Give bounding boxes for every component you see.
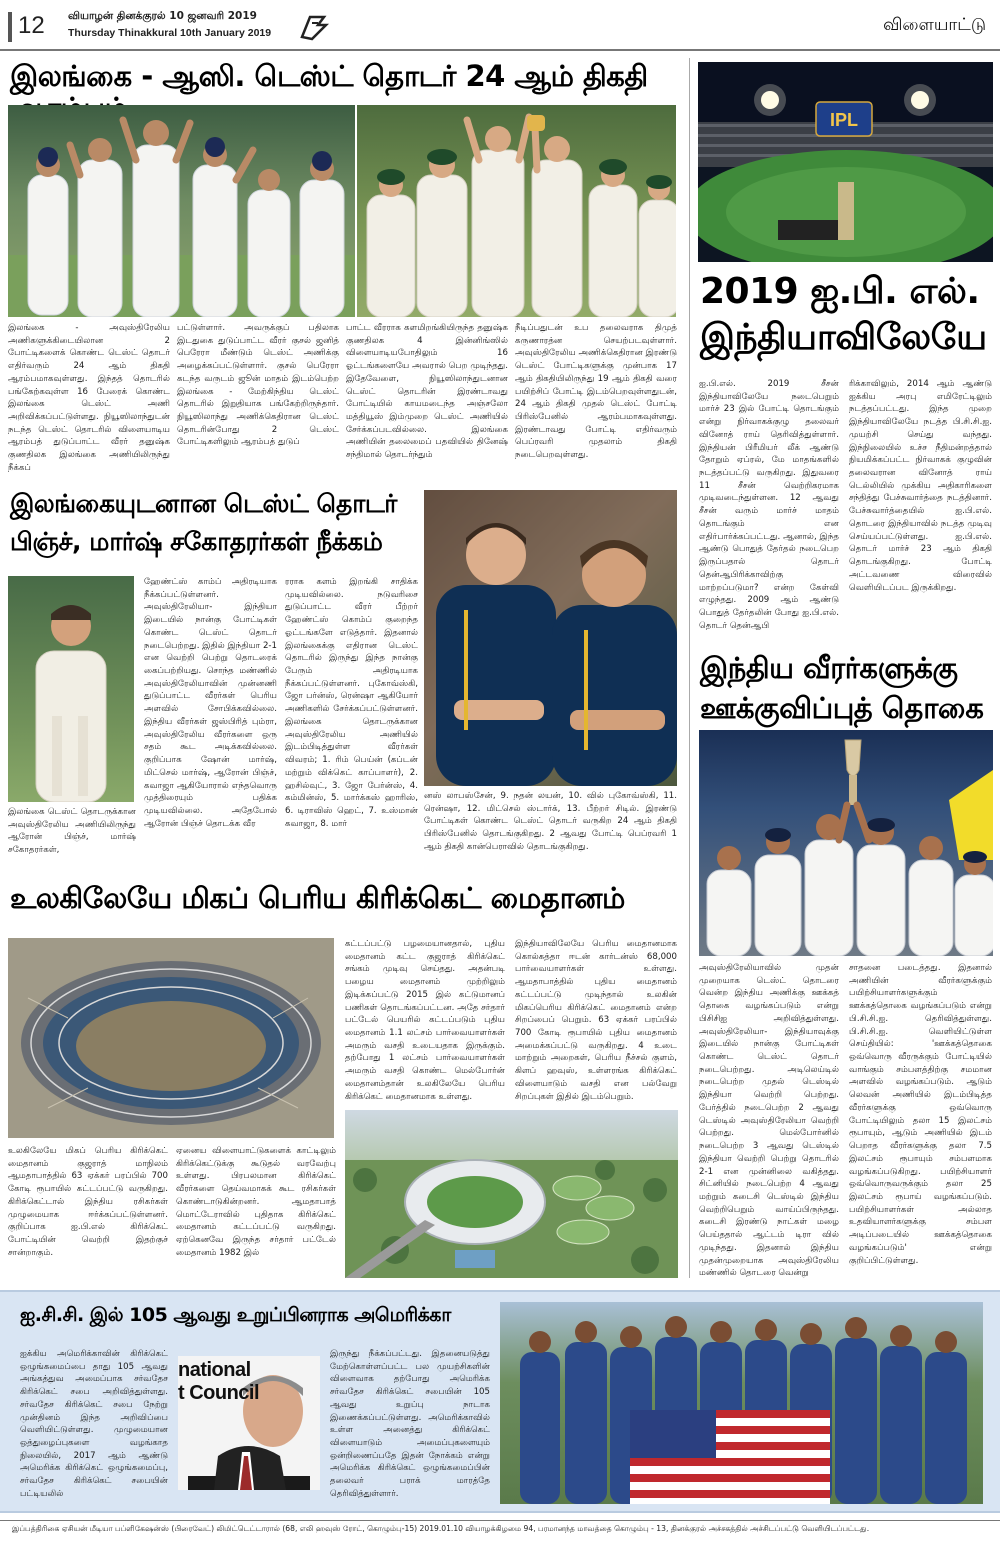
thinakkural-logo-icon	[298, 13, 330, 41]
article3-col1: உலகிலேயே மிகப் பெரிய கிரிக்கெட் மைதானம் குஜராத் மாநிலம் ஆமதாபாத்தில் 63 ஏக்கர் பரப்பில் 700 கோடி ரூபாயில் கட்டப்பட்டு வருகிறது. கிரிக்கெட்டால் இந்திய ரசிகர்கள் முழுமையாக ஈர்க்கப்பட்டுள்ளனர். குறிப்பாக ஐ.பி.எல் கிரிக்கெட் போட்டியின் வெற்றி இதற்குச் சான்றாகும்.	[8, 1146, 168, 1258]
article3-photo-construction	[8, 938, 334, 1138]
section-name: விளையாட்டு	[883, 15, 986, 35]
article5-col2: சாதனை படைத்தது. இதனால் அணியின் வீரர்களுக்கும் பயிற்சியாளர்களுக்கும் ஊக்கத்தொகை வழங்கப்படும் என்று பி.சி.சி.ஐ. தெரிவித்துள்ளது. பி.சி.சி.ஐ. வெளியிட்டுள்ள செய்தியில்: 'ஊக்கத்தொகை ஒவ்வொரு வீரருக்கும் போட்டியில் வாங்கும் சம்பளத்திற்கு சமமான அளவில் வழங்கப்படும். ஆடும் லெவன் அணியில் இடம்பிடித்த வீரர்களுக்கு ஒவ்வொரு போட்டியிலும் தலா 15 இலட்சம் ரூபாயும், ஆடும் அணியில் இடம் பெறாத வீரர்களுக்கு தலா 7.5 இலட்சம் ரூபாயும் சம்பளமாக வழங்கப்படுகிறது. பயிற்சியாளர் ஒவ்வொருவருக்கும் தலா 25 இலட்சம் ரூபாய் வழங்கப்படும். பயிற்சியாளர்கள் அல்லாத உதவியாளர்களுக்கு சம்பள அடிப்படையில் ஊக்கத்தொகை வழங்கப்படும்' என்று குறிப்பிட்டுள்ளது.	[849, 963, 992, 1266]
article1-col3: பாட்ட வீரராக களமிறங்கியிருந்த தனுஷ்க குணதிலக 4 இன்னிங்ஸில் விளையாடியபோதிலும் 16 ஓட்டங்களையே அவரால் பெற முடிந்தது. இதேவேளை, நியூஸிலாந்துடனான டெஸ்ட் தொடரின் இரண்டாவது போட்டியில் காயமடைந்த அஞ்சலோ மத்தியூஸ் இம்முறை டெஸ்ட் அணியில் சேர்க்கப்படவில்லை. இலங்கை அணியின் தலைமைப் பதவியில் தினேஷ் சந்திமால் தொடர்ந்தும்	[346, 323, 508, 461]
article6-photo-official	[178, 1356, 320, 1490]
article3-photo-stadium-render	[345, 1110, 678, 1278]
article2-col1: ஹேண்ட்ஸ் காம்ப் அதிரடியாக நீக்கப்பட்டுள்ளனர். அவுஸ்திரேலியா- இந்தியா இடையில் நான்கு போட்டிகள் கொண்ட டெஸ்ட் தொடர் நடைபெற்றது. இதில் இந்தியா 2-1 என வெற்றி பெற்று தொடரைக் கைப்பற்றியது. சொந்த மண்ணில் அவுஸ்திரேலியாவின் முன்னணி துடுப்பாட்ட வீரர்கள் பெரிய அளவில் சோபிக்கவில்லை. இந்திய வீரர்கள் ஜஸ்பிரித் பும்ரா, அவுஸ்திரேலிய வீரர்களை ஒரு சதம் கூட அடிக்கவில்லை. குறிப்பாக ஷோன் மார்ஷ், மிட்செல் மார்ஷ், ஆரோன் பிஞ்ச், கவாஜா ஆகியோரால் எந்தவொரு முத்திரையும் பதிக்க முடியவில்லை. அதேபோல் ஆரோன் பிஞ்ச் தொடக்க வீர	[144, 577, 277, 829]
article2-headline-line2: பிஞ்ச், மார்ஷ் சகோதரர்கள் நீக்கம்	[10, 527, 383, 556]
article2-photo-marsh-brothers	[424, 490, 677, 786]
header-rule	[0, 49, 1000, 51]
article2-headline-line1: இலங்கையுடனான டெஸ்ட் தொடர்	[10, 489, 397, 518]
article5-headline-line1: இந்திய வீரர்களுக்கு	[700, 651, 958, 685]
article4-headline-line2: இந்தியாவிலேயே	[700, 317, 987, 358]
article6-col2: இருந்து நீக்கப்பட்டது. இதனையடுத்து மேற்கொள்ளப்பட்ட பல முயற்சிகளின் விளைவாக தற்போது அமெரிக்க சர்வதேச கிரிக்கெட் சபையின் 105 ஆவது உறுப்பு நாடாக இணைக்கப்பட்டுள்ளது. அமெரிக்காவில் உள்ள அனைத்து கிரிக்கெட் விளையாடும் அமைப்புகளையும் ஒன்றிணைப்பதே இதன் நோக்கம் என்று அமெரிக்க கிரிக்கெட் ஒழுங்கமைப்பின் தலைவர் பராக் மாரத்தே தெரிவித்துள்ளார்.	[330, 1349, 490, 1498]
article2-caption: இலங்கை டெஸ்ட் தொடருக்கான அவுஸ்திரேலிய அணியிலிருந்து ஆரோன் பிஞ்ச், மார்ஷ் சகோதரர்கள்,	[8, 807, 136, 856]
article2-col2: ரராக களம் இறங்கி சாதிக்க முடியவில்லை. நடுவரிசை துடுப்பாட்ட வீரர் பீற்றர் ஹேண்ட்ஸ் கொம்ப் குறைந்த ஓட்டங்களே எடுத்தார். இதனால் இலங்கைக்கு எதிரான டெஸ்ட் தொடரில் இருந்து இந்த நான்கு பேரும் அதிரடியாக நீக்கப்பட்டுள்ளனர். புகோவ்ஸ்கி, ஜோ பர்ன்ஸ், ரென்ஷா ஆகியோர் அணிகளில் சேர்க்கப்பட்டுள்ளனர். இலங்கை தொடருக்கான அவுஸ்திரேலிய அணியில் இடம்பிடித்துள்ள வீரர்கள் விவரம்; 1. ரிம் பெய்ன் (கப்டன் மற்றும் விக்கெட் காப்பாளர்), 2. ஹசில்வுட், 3. ஜோ பேர்ன்ஸ், 4. கம்மின்ஸ், 5. மார்க்கஸ் ஹாரிஸ், 6. டிராவிஸ் ஹெட், 7. உஸ்மான் கவாஜா, 8. மார்	[285, 577, 418, 829]
ipl-stadium-photo	[698, 62, 993, 262]
article1-col2: பட்டுள்ளார். அவருக்குப் பதிலாக இடதுகை துடுப்பாட்ட வீரர் குசல் ஜனித் பெரேரா மீண்டும் டெஸ்ட் அணிக்கு அழைக்கப்பட்டுள்ளார். குசல் பெரேரா கடந்த வருடம் ஜூன் மாதம் இடம்பெற்ற இலங்கை - மேற்கிந்திய டெஸ்ட் தொடரில் இறுதியாக பங்கேற்றிருந்தார். நியூஸிலாந்து அணிக்கெதிரான டெஸ்ட் தொடரின்போது 2 டெஸ்ட் போட்டிகளிலும் ஆரம்பத் துடுப்	[177, 323, 339, 448]
article1-col1: இலங்கை - அவுஸ்திரேலிய அணிகளுக்கிடையிலான 2 போட்டிகளைக் கொண்ட டெஸ்ட் தொடர் எதிர்வரும் 24 ஆம் திகதி ஆரம்பமாகவுள்ளது. இந்தத் தொடரில் பங்கேற்கவுள்ள 16 பேரைக் கொண்ட இலங்கை டெஸ்ட் அணி அறிவிக்கப்பட்டுள்ளது. நியூஸிலாந்துடன் நடந்த டெஸ்ட் தொடரில் விளையாடிய ஆரம்பத் துடுப்பாட்ட வீரர் தனுஷ்க குணதிலக இலங்கை அணியிலிருந்து நீக்கப்	[8, 323, 170, 472]
page-header	[0, 0, 1000, 52]
article3-col3: கட்டப்பட்டு பழமையானதால், புதிய மைதானம் கட்ட குஜராத் கிரிக்கெட் சங்கம் முடிவு செய்தது. அதன்படி பழைய மைதானம் முற்றிலும் இடிக்கப்பட்டு 2015 இல் கட்டுமானப் பணிகள் தொடங்கப்பட்டன. அதே சர்தார் பட்டேல் பெயரில் கட்டப்படும் புதிய மைதானம் 1.1 லட்சம் பார்வையாளர்கள் அமரும் வசதி உடையதாக இருக்கும். தற்போது 1 லட்சம் பார்வையாளர்கள் அமரும் வசதி கொண்ட மெல்போர்ன் மைதானம்தான் உலகிலேயே பெரிய கிரிக்கெட் மைதானமாக உள்ளது.	[345, 939, 505, 1102]
article6-col1: ஐக்கிய அமெரிக்காவின் கிரிக்கெட் ஒழுங்கமைப்பை தாது 105 ஆவது அங்கத்துவ அமைப்பாக சர்வதேச கிரிக்கெட் சபை அறிவித்துள்ளது. சர்வதேச கிரிக்கெட் சபை நேற்று முன்தினம் இந்த அறிவிப்பை வெளியிட்டுள்ளது. முழுமையான ஒத்துழைப்புகளை வழங்காத நிலையில், 2017 ஆம் ஆண்டு அமெரிக்க கிரிக்கெட் ஒழுங்கமைப்பு, சர்வதேச கிரிக்கெட் சபையின் பட்டியலில்	[20, 1349, 168, 1498]
footer-rule	[0, 1520, 1000, 1521]
article4-col2: ரிக்காவிலும், 2014 ஆம் ஆண்டு ஐக்கிய அரபு எமிரேட்டிலும் நடத்தப்பட்டது. இந்த முறை இந்தியாவிலேயே நடத்த பி.சி.சி.ஐ. முயற்சி செய்து வந்தது. இந்நிலையில் உச்ச நீதிமன்றத்தால் நியமிக்கப்பட்ட நிர்வாகக் குழுவின் தலைவரான வினோத் ராய் டெல்லியில் முக்கிய அதிகாரிகளை சந்தித்து பேச்சுவார்த்தை நடத்தினார். பேச்சுவார்த்தையில் ஐ.பி.எல். தொடரை இந்தியாவில் நடத்த முடிவு செய்யப்பட்டுள்ளது. ஐ.பி.எல். தொடர் மார்ச் 23 ஆம் திகதி தொடங்குகிறது. போட்டி அட்டவணை விரைவில் வெளியிடப்பட இருக்கிறது.	[849, 379, 992, 593]
article1-photo-australia	[357, 105, 676, 317]
article6-photo-usa-team	[500, 1302, 983, 1504]
article1-col4: நீடிப்பதுடன் உப தலைவராக திமுத் கருணாரத்ன செயற்படவுள்ளார். அவுஸ்திரேலிய அணிக்கெதிரான இரண்டு டெஸ்ட் போட்டிகளுக்கு முன்பாக 17 ஆம் திகதியிலிருந்து 19 ஆம் திகதி வரை பயிற்சிப் போட்டி இடம்பெறவுள்ளதுடன், 24 ஆம் திகதி முதல் டெஸ்ட் போட்டி பிரிஸ்பேனில் ஆரம்பமாகவுள்ளது. இரண்டாவது போட்டி எதிர்வரும் பெப்ரவரி முதலாம் திகதி நடைபெறவுள்ளது.	[515, 323, 677, 461]
article2-photo-finch	[8, 576, 134, 802]
column-divider	[689, 58, 690, 1278]
article3-headline: உலகிலேயே மிகப் பெரிய கிரிக்கெட் மைதானம்	[10, 881, 625, 915]
article1-headline: இலங்கை - ஆஸி. டெஸ்ட் தொடர் 24 ஆம் திகதி	[10, 59, 648, 93]
article5-photo-team-trophy	[699, 730, 993, 956]
header-date-tamil: வியாழன் தினக்குரல் 10 ஜனவரி 2019	[68, 10, 257, 22]
photo-sign-text-1: national	[178, 1359, 251, 1381]
article3-col4: இந்தியாவிலேயே பெரிய மைதானமாக கொல்கத்தா ஈடன் கார்டன்ஸ் 68,000 பார்வையாளர்கள் உள்ளது. ஆமதாபாத்தில் புதிய மைதானம் கட்டப்பட்டு முடிந்தால் உலகின் மிகப்பெரிய கிரிக்கெட் மைதானம் என்ற சிறப்பைப் பெறும். 63 ஏக்கர் பரப்பில் 700 கோடி ரூபாயில் புதிய மைதானம் அமைக்கப்பட்டு வருகிறது. 4 உடை மாற்றும் அறைகள், பெரிய நீச்சல் குளம், கிளப் ஹவுஸ், உள்ளரங்க கிரிக்கெட் விளையாடும் வசதி என பல்வேறு சிறப்புகள் இதில் இடம்பெறும்.	[515, 939, 677, 1102]
article2-col3: னஸ் லாபஸ்சேன், 9. நதன் லயன், 10. வில் புகோவ்ஸ்கி, 11. ரென்ஷா, 12. மிட்செல் ஸ்டார்க், 13. பீற்றர் சிடில். இரண்டு போட்டிகள் கொண்ட டெஸ்ட் தொடர் வருகிற 24 ஆம் திகதி பிரிஸ்பேனில் தொடங்குகிறது. 2 ஆவது போட்டி பெப்ரவரி 1 ஆம் திகதி கான்பெராவில் தொடங்குகிறது.	[424, 791, 677, 852]
page-number-bar	[8, 12, 12, 42]
header-date-english: Thursday Thinakkural 10th January 2019	[68, 27, 272, 39]
article1-photo-srilanka	[8, 105, 355, 317]
article5-col1: அவுஸ்திரேலியாவில் முதன் முறையாக டெஸ்ட் தொடரை வென்ற இந்திய அணிக்கு ஊக்கத் தொகை வழங்கப்படும் என்று பிசிசிஐ அறிவித்துள்ளது. அவுஸ்திரேலியா- இந்தியாவுக்கு இடையில் நான்கு போட்டிகள் கொண்ட டெஸ்ட் தொடர் நடைபெற்றது. அடிலெய்டில் நடைபெற்ற முதல் டெஸ்டில் இந்தியா வெற்றி பெற்றது. பேர்த்தில் நடைபெற்ற 2 ஆவது டெஸ்டில் அவுஸ்திரேலியா வெற்றி பெற்றது. மெல்போர்னில் நடைபெற்ற 3 ஆவது டெஸ்டில் இந்தியா வெற்றி பெற்று தொடரில் 2-1 என முன்னிலை வகித்தது. சிட்னியில் நடைபெற்ற 4 ஆவது மற்றும் கடைசி டெஸ்டில் இந்திய வெற்றிபெறும் வாய்ப்பிருந்தது. கடைசி இரண்டு நாட்கள் மழை பெய்ததால் ஆட்டம் டிரா வில் முடிந்தது. இதனால் இந்திய முதன்முறையாக அவுஸ்திரேலிய மண்ணில் தொடரை வென்று	[699, 963, 839, 1279]
article6-headline: ஐ.சி.சி. இல் 105 ஆவது உறுப்பினராக அமெரிக்கா	[20, 1304, 451, 1326]
article3-col2: ஏனைய விளையாட்டுகளைக் காட்டிலும் கிரிக்கெட்டுக்கு கூடுதல் வரவேற்பு உள்ளது. பிரபலமான கிரிக்கெட் வீரர்களை தெய்வமாகக் கூட ரசிகர்கள் கொண்டாடுகின்றனர். ஆமதாபாத் மொட்டேராவில் புதிதாக கிரிக்கெட் மைதானம் கட்டப்பட்டு வருகிறது. ஏற்கெனவே இருந்த சர்தார் பட்டேல் மைதானம் 1982 இல்	[176, 1146, 336, 1258]
article4-headline-line1: 2019 ஐ.பி. எல்.	[700, 271, 980, 312]
photo-sign-text-2: t Council	[178, 1382, 260, 1404]
footer-imprint: இப்பத்திரிகை ஏசியன் மீடியா பப்ளிகேஷன்ஸ் (பிரைவேட்) லிமிட்டெட்டாரால் (68, எலி ஹவுஸ் ரோட், கொழும்பு-15) 2019.01.10 வியாழக்கிழமை 94, பரமானந்த மாவத்தை கொழும்பு - 13, தினக்குரல் அச்சகத்தில் அச்சிடப்பட்டு வெளியிடப்பட்டது.	[12, 1524, 870, 1533]
page-number: 12	[18, 12, 45, 39]
article5-headline-line2: ஊக்குவிப்புத் தொகை	[700, 691, 984, 725]
ipl-logo-text: IPL	[829, 110, 859, 130]
article4-col1: ஐ.பி.எல். 2019 சீசன் இந்தியாவிலேயே நடைபெறும் மார்ச் 23 இல் போட்டி தொடங்கும் என்று நிர்வாகக்குழு தலைவர் வினோத் ராய் தெரிவித்துள்ளார். இந்தியன் பிரீமியர் லீக் ஆண்டு தோறும் ஏப்ரல், மே மாதங்களில் நடத்தப்பட்டு வருகிறது. இதுவரை 11 சீசன் வெற்றிகரமாக முடிவடைந்துள்ளன. 12 ஆவது சீசன் வரும் மார்ச் மாதம் தொடங்கும் என எதிர்பார்க்கப்பட்டது. ஆனால், இந்த ஆண்டு பொதுத் தேர்தல் நடைபெற இருப்பதால் தொடர் தென்ஆபிரிக்காவிற்கு மாற்றப்படுமா? என்ற கேள்வி எழுந்தது. 2009 ஆம் ஆண்டு பொதுத் தேர்தலின் போது ஐ.பி.எல். தொடர் தென்ஆபி	[699, 379, 839, 631]
